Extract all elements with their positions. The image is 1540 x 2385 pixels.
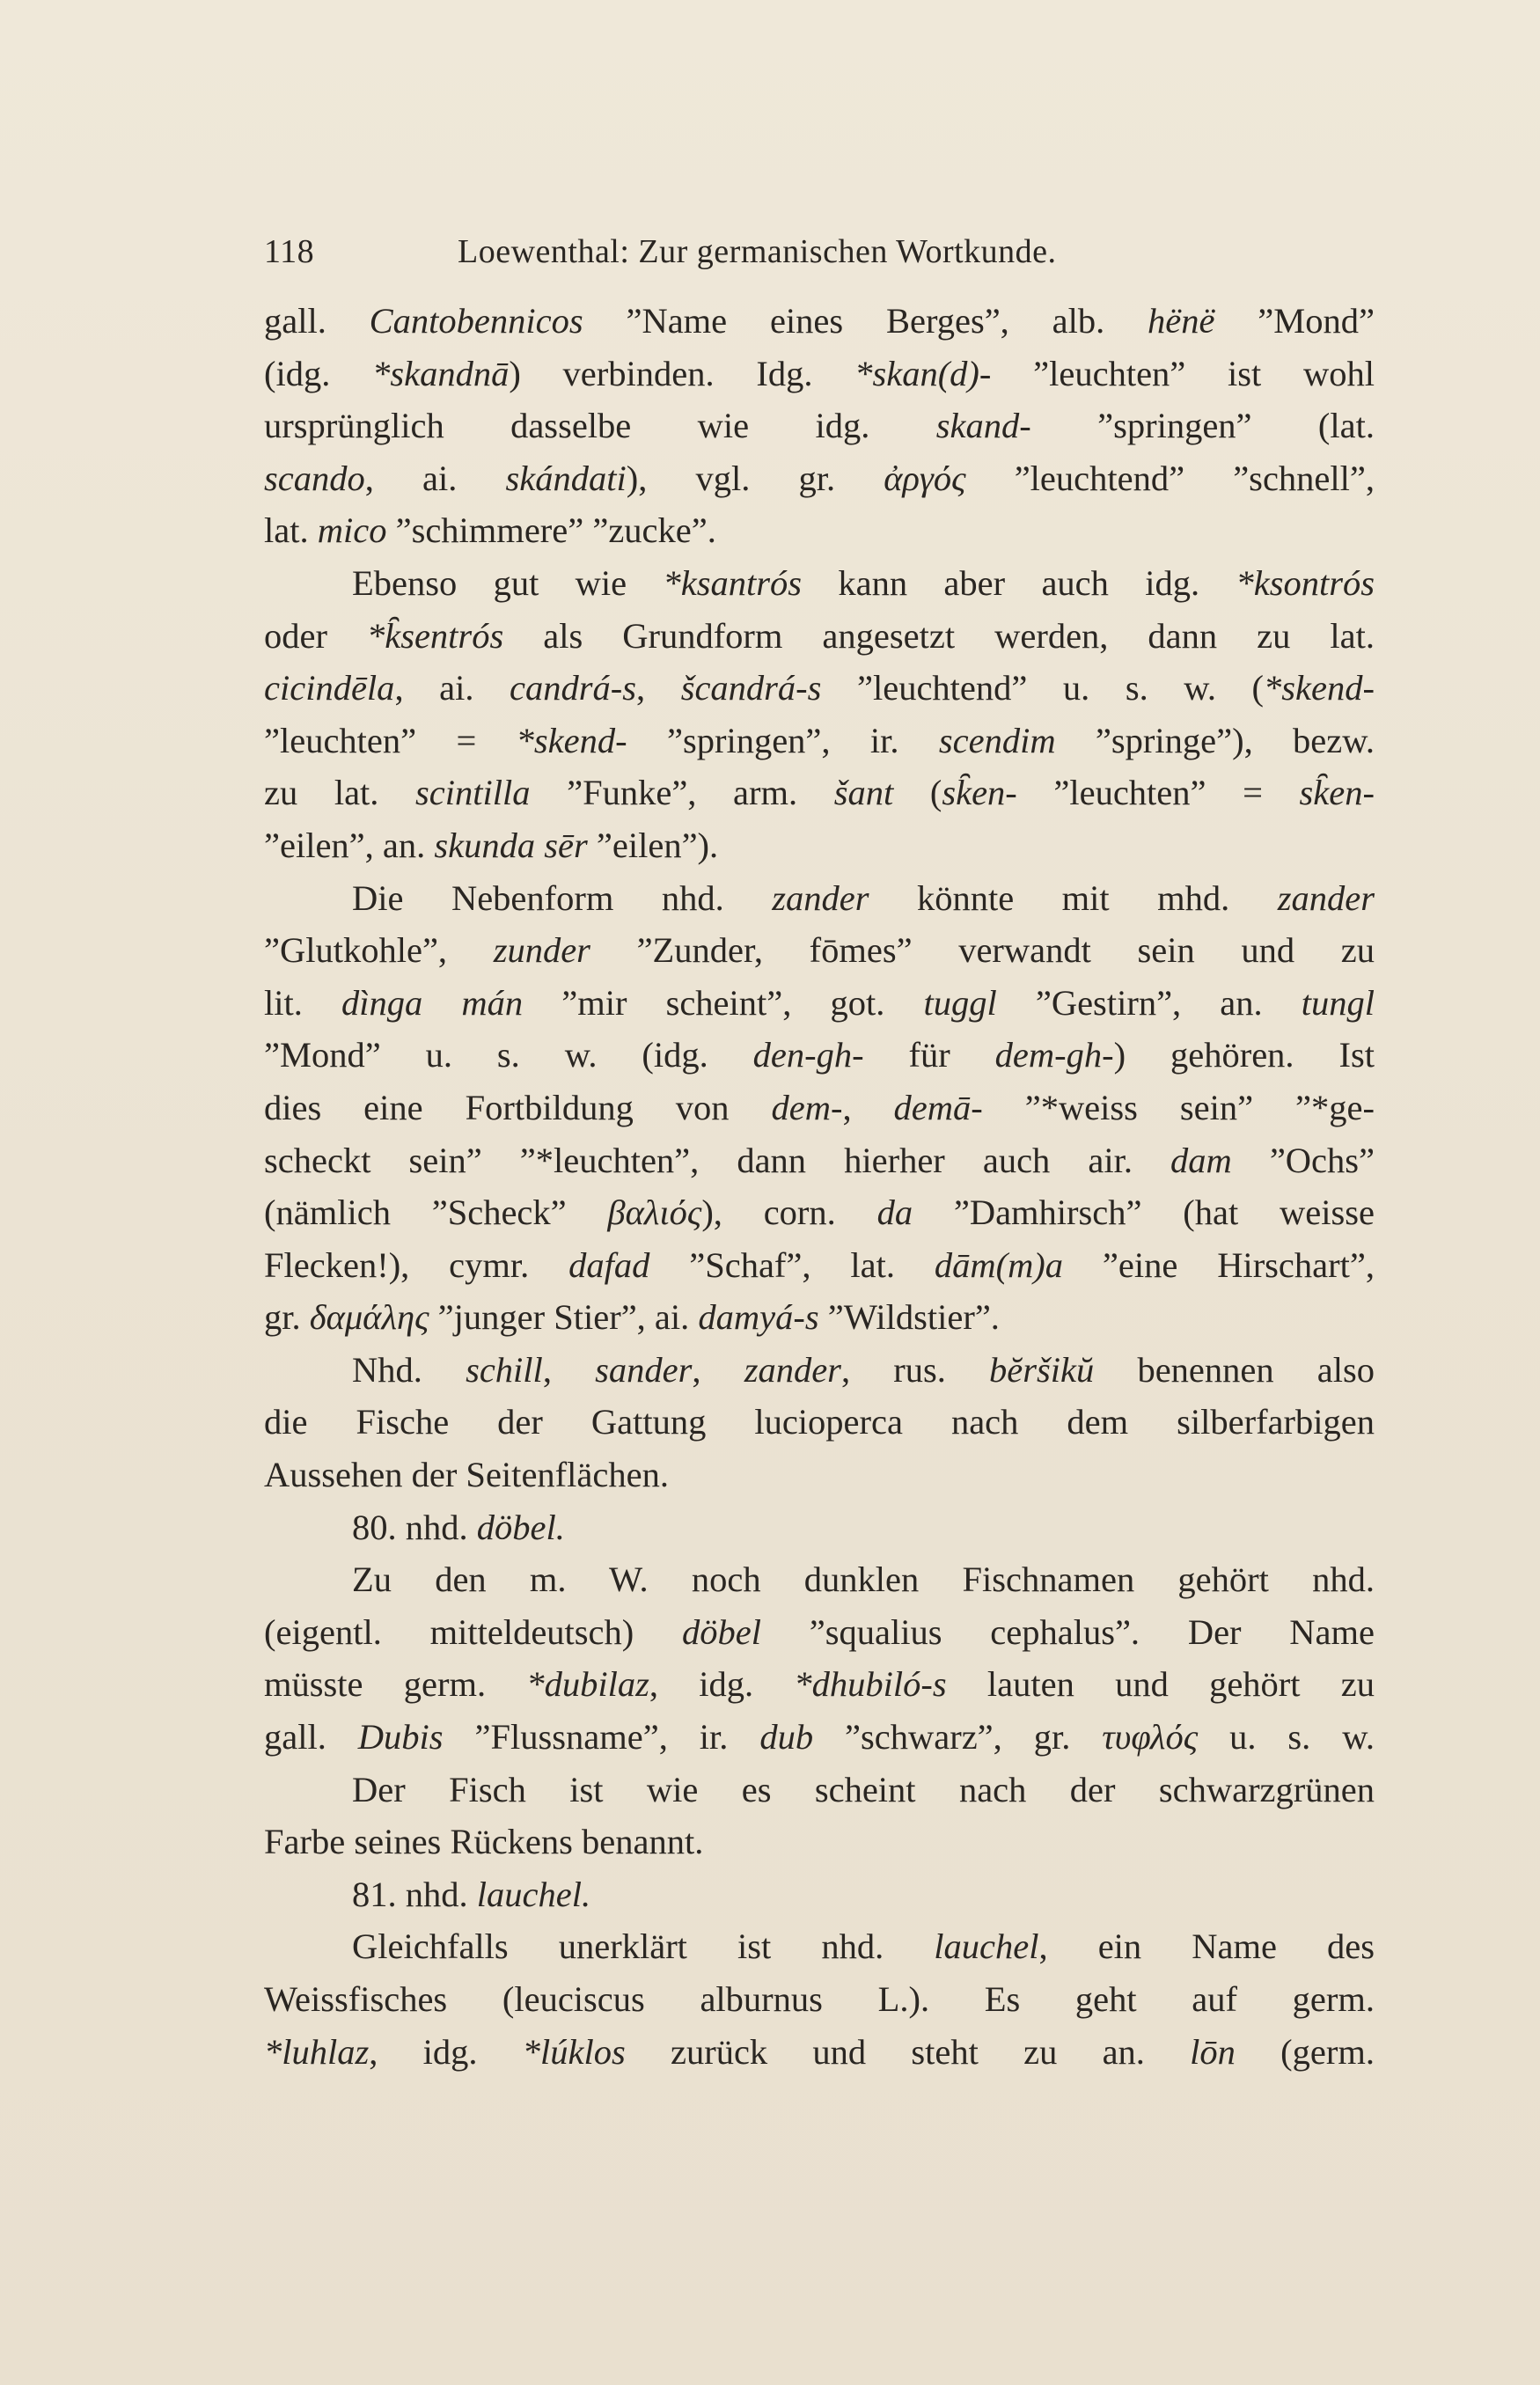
text-line: Zu den m. W. noch dunklen Fischnamen gehört nhd. [352,1559,1375,1600]
text-line: Farbe seines Rückens benannt. [264,1822,704,1862]
text-line: Ebenso gut wie *ksantrós kann aber auch idg. *ksontrós [352,562,1375,603]
text-line: cicindēla, ai. candrá-s, šcandrá-s ”leuchtend” u. s. w. (*skend- [264,668,1375,708]
italic-term: scendim [938,720,1056,760]
italic-term: *ksantrós [663,562,803,603]
italic-term: lauchel. [476,1874,591,1914]
italic-term: sk̑en- [942,773,1017,813]
italic-term: döbel [682,1611,762,1652]
italic-term: dam [1170,1140,1232,1180]
italic-term: Cantobennicos [369,301,583,341]
running-header [264,231,1355,273]
italic-term: δαμάλης [309,1297,429,1338]
italic-term: zander [772,877,869,918]
italic-term: skunda sēr [434,825,588,865]
italic-term: damyá-s [698,1297,819,1338]
text-line: lit. dìnga mán ”mir scheint”, got. tuggl ”Gestirn”, an. tungl [264,982,1375,1023]
text-line: scheckt sein” ”*leuchten”, dann hierher auch air. dam ”Ochs” [264,1140,1375,1180]
italic-term: schill [466,1349,543,1390]
italic-term: cicindēla [264,668,395,708]
italic-term: šant [833,773,894,813]
text-line: die Fische der Gattung lucioperca nach dem silberfarbigen [264,1402,1375,1442]
italic-term: *skend- [1264,668,1375,708]
italic-term: scintilla [415,773,531,813]
italic-term: dìnga mán [341,982,524,1023]
text-line: oder *k̑sentrós als Grundform angesetzt werden, dann zu lat. [264,615,1375,656]
italic-term: *skan(d)- [854,353,992,393]
italic-term: *skend- [516,720,627,760]
text-line: lat. mico ”schimmere” ”zucke”. [264,510,716,551]
italic-term: döbel. [476,1507,565,1547]
italic-term: dafad [568,1244,650,1285]
text-line: dies eine Fortbildung von dem-, demā- ”*weiss sein” ”*ge- [264,1087,1375,1127]
italic-term: tuggl [923,982,997,1023]
text-line: Die Nebenform nhd. zander könnte mit mhd. zander [352,877,1375,918]
text-line: ”Glutkohle”, zunder ”Zunder, fōmes” verwandt sein und zu [264,930,1375,971]
italic-term: lōn [1190,2031,1236,2072]
italic-term: da [876,1192,913,1233]
italic-term: βαλιός [607,1192,702,1233]
italic-term: dem- [771,1087,843,1127]
italic-term: dem-gh- [994,1035,1114,1075]
body-text [264,295,1375,2078]
text-line: gall. Cantobennicos ”Name eines Berges”, alb. hënë ”Mond” [264,301,1375,341]
italic-term: dām(m)a [934,1244,1064,1285]
italic-term: skándati [505,458,627,498]
text-line: (idg. *skandnā) verbinden. Idg. *skan(d)- ”leuchten” ist wohl [264,353,1375,393]
text-line: gr. δαμάλης ”junger Stier”, ai. damyá-s ”Wildstier”. [264,1297,1000,1338]
italic-term: *dubilaz [526,1664,649,1705]
text-line: Flecken!), cymr. dafad ”Schaf”, lat. dām(m)a ”eine Hirschart”, [264,1244,1375,1285]
italic-term: ἀργός [884,458,966,498]
text-line: Gleichfalls unerklärt ist nhd. lauchel, ein Name des [352,1926,1375,1967]
italic-term: candrá-s [510,668,637,708]
text-line: (nämlich ”Scheck” βαλιός), corn. da ”Damhirsch” (hat weisse [264,1192,1375,1233]
text-line: Weissfisches (leuciscus alburnus L.). Es geht auf germ. [264,1979,1375,2019]
text-line: *luhlaz, idg. *lúklos zurück und steht zu an. lōn (germ. [264,2031,1375,2072]
text-line: 80. nhd. döbel. [352,1507,565,1547]
running-title: Loewenthal: Zur germanischen Wortkunde. [458,233,1057,270]
italic-term: zunder [493,930,590,971]
text-line: zu lat. scintilla ”Funke”, arm. šant (sk̑en- ”leuchten” = sk̑en- [264,773,1375,813]
italic-term: mico [317,510,387,551]
italic-term: τυφλός [1102,1717,1199,1758]
italic-term: *skandnā [372,353,510,393]
text-line: müsste germ. *dubilaz, idg. *dhubiló-s lauten und gehört zu [264,1664,1375,1705]
italic-term: *ksontrós [1236,562,1375,603]
text-line: (eigentl. mitteldeutsch) döbel ”squalius cephalus”. Der Name [264,1611,1375,1652]
italic-term: zander [744,1349,841,1390]
italic-term: *lúklos [522,2031,626,2072]
italic-term: *k̑sentrós [366,615,504,656]
text-line: ”eilen”, an. skunda sēr ”eilen”). [264,825,719,865]
italic-term: *luhlaz [264,2031,370,2072]
text-line: ursprünglich dasselbe wie idg. skand- ”springen” (lat. [264,406,1375,446]
italic-term: šcandrá-s [680,668,822,708]
italic-term: sander [595,1349,693,1390]
italic-term: skand- [935,406,1031,446]
italic-term: den-gh- [752,1035,864,1075]
italic-term: lauchel [934,1926,1039,1967]
italic-term: hënë [1148,301,1215,341]
text-line: Aussehen der Seitenflächen. [264,1455,669,1495]
text-line: 81. nhd. lauchel. [352,1874,591,1914]
text-line: ”leuchten” = *skend- ”springen”, ir. scendim ”springe”), bezw. [264,720,1375,760]
italic-term: zander [1277,877,1375,918]
italic-term: scando [264,458,365,498]
text-line: Nhd. schill, sander, zander, rus. bĕršikŭ benennen also [352,1349,1375,1390]
italic-term: tungl [1301,982,1375,1023]
italic-term: Dubis [357,1717,444,1758]
text-line: scando, ai. skándati), vgl. gr. ἀργός ”leuchtend” ”schnell”, [264,458,1375,498]
italic-term: demā- [893,1087,983,1127]
text-line: Der Fisch ist wie es scheint nach der schwarzgrünen [352,1769,1375,1809]
italic-term: dub [759,1717,814,1758]
italic-term: sk̑en- [1299,773,1375,813]
text-line: ”Mond” u. s. w. (idg. den-gh- für dem-gh-) gehören. Ist [264,1035,1375,1075]
italic-term: *dhubiló-s [794,1664,947,1705]
italic-term: bĕršikŭ [989,1349,1095,1390]
text-line: gall. Dubis ”Flussname”, ir. dub ”schwarz”, gr. τυφλός u. s. w. [264,1717,1375,1758]
page-number: 118 [264,233,315,270]
